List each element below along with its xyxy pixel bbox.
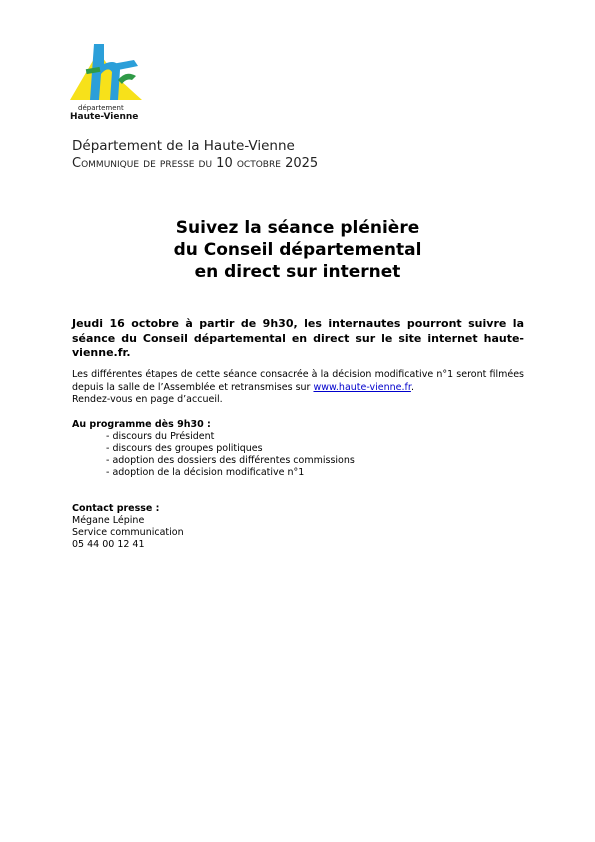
contact-name: Mégane Lépine xyxy=(72,515,145,526)
programme-list xyxy=(106,431,355,479)
contact-service: Service communication xyxy=(72,527,184,539)
title-line-1: Suivez la séance plénière xyxy=(175,218,420,238)
list-item: - discours des groupes politiques xyxy=(106,443,263,454)
list-item: - adoption des dossiers des différentes commissions xyxy=(106,455,355,466)
body-paragraph xyxy=(72,369,524,407)
lead-paragraph: Jeudi 16 octobre à partir de 9h30, les internautes pourront suivre la séance du Conseil départemental en direct sur le site internet haute-vienne.fr. xyxy=(72,317,524,359)
contact-title: Contact presse : xyxy=(72,503,160,514)
body-text-end: . xyxy=(410,381,414,393)
communique-day: 10 xyxy=(216,156,233,171)
list-item: - discours du Président xyxy=(106,431,215,442)
department-logo xyxy=(68,40,148,124)
logo-subtitle: département xyxy=(78,104,124,112)
list-item: - adoption de la décision modificative n°1 xyxy=(106,467,305,478)
contact-block xyxy=(72,515,184,552)
communique-prefix: Communique de presse du xyxy=(72,156,217,171)
website-link[interactable]: www.haute-vienne.fr xyxy=(313,381,411,393)
communique-line xyxy=(72,155,318,172)
programme-title: Au programme dès 9h30 : xyxy=(72,419,211,430)
body-text: Les différentes étapes de cette séance consacrée à la décision modificative n°1 seront filmées depuis la salle de l’Assemblée et retransmises sur xyxy=(72,369,524,393)
communique-year: 2025 xyxy=(285,156,319,171)
body-line-end: Rendez-vous en page d’accueil. xyxy=(72,394,223,405)
organization-name: Département de la Haute-Vienne xyxy=(72,138,295,154)
haute-vienne-logo-icon xyxy=(68,40,148,106)
logo-name: Haute-Vienne xyxy=(70,112,139,122)
page-title xyxy=(0,217,595,283)
title-line-2: du Conseil départemental xyxy=(173,240,422,260)
communique-month: octobre xyxy=(232,156,286,171)
title-line-3: en direct sur internet xyxy=(194,262,401,282)
contact-phone: 05 44 00 12 41 xyxy=(72,539,145,551)
